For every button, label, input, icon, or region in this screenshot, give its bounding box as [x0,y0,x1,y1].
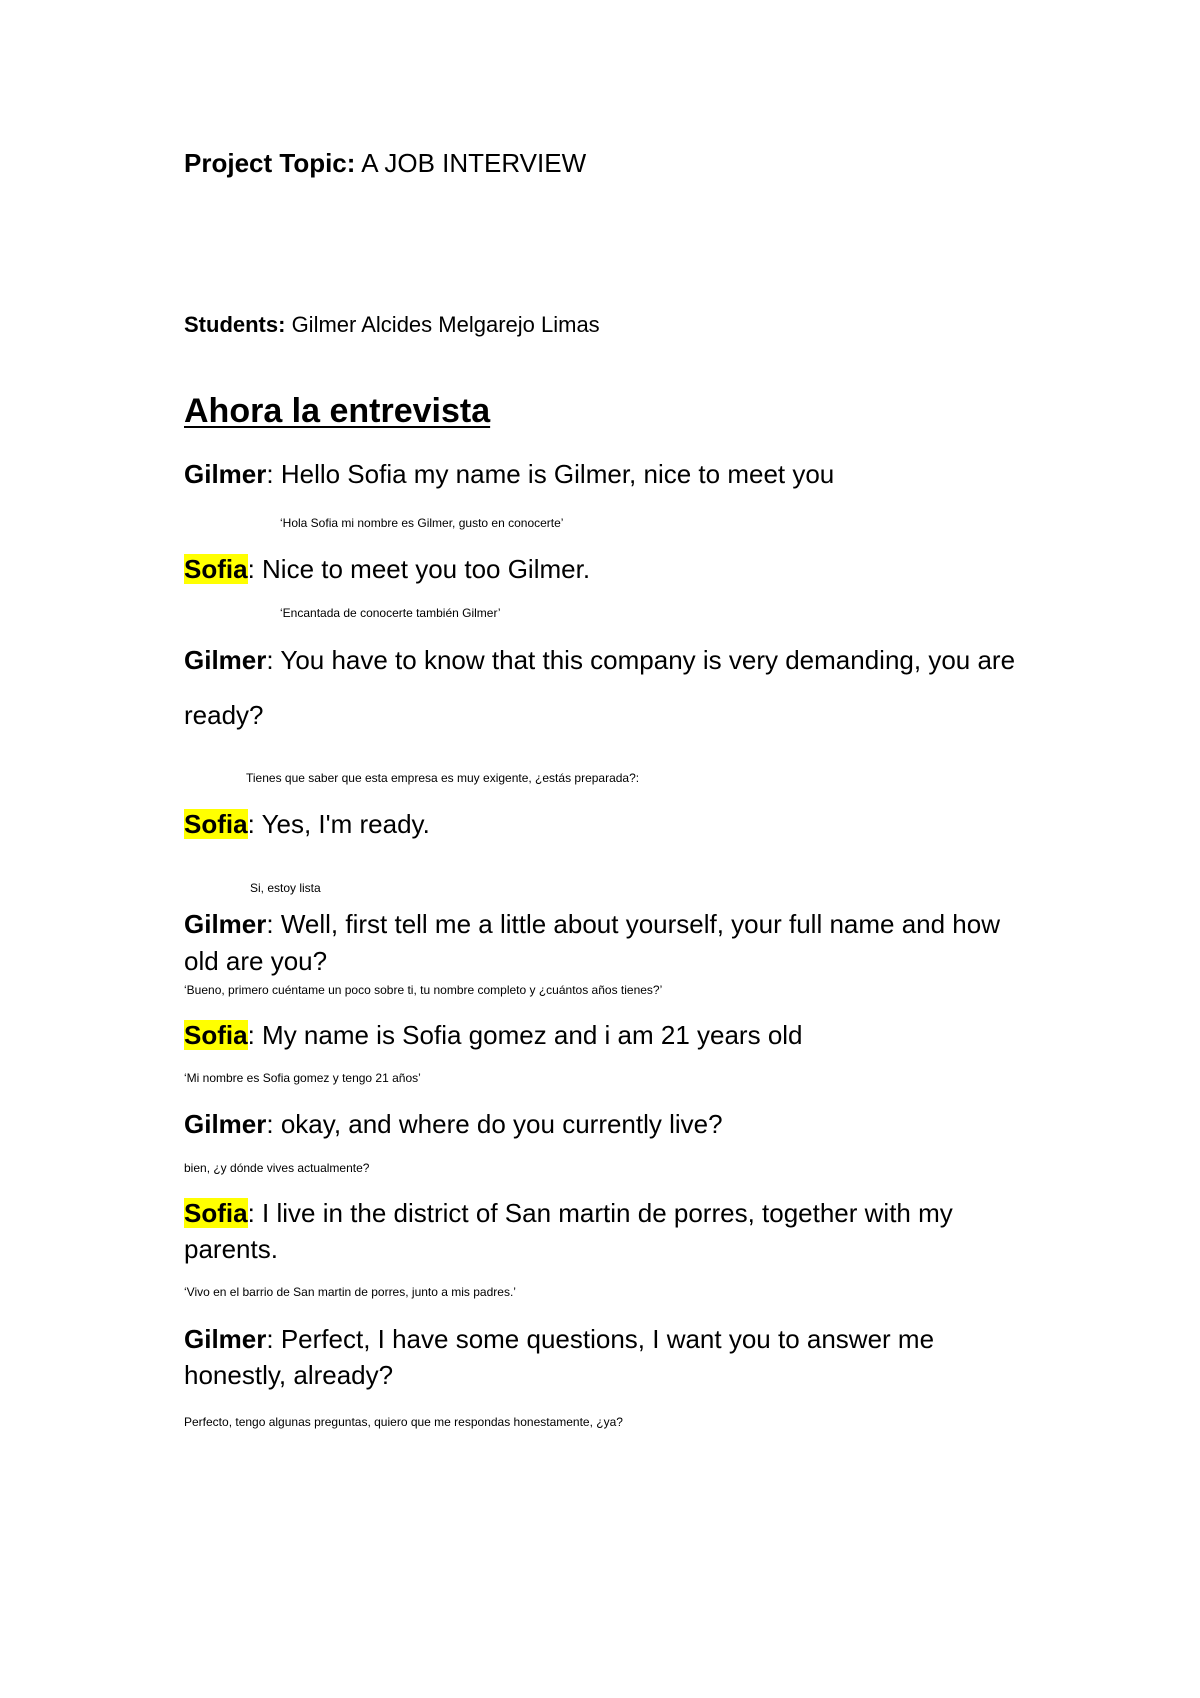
translation: bien, ¿y dónde vives actualmente? [184,1161,370,1175]
dialogue-line: Sofia: I live in the district of San martin de porres, together with my [184,1198,953,1228]
translation: Tienes que saber que esta empresa es muy exigente, ¿estás preparada?: [246,771,640,785]
dialogue-line: Sofia: Yes, I'm ready. [184,809,430,839]
project-topic-line [184,148,586,179]
dialogue-line: Sofia: My name is Sofia gomez and i am 21 years old [184,1020,803,1050]
translation: ‘Encantada de conocerte también Gilmer’ [280,606,501,620]
translation: Perfecto, tengo algunas preguntas, quiero que me respondas honestamente, ¿ya? [184,1415,623,1429]
dialogue-line: Gilmer: Hello Sofia my name is Gilmer, nice to meet you [184,459,835,489]
speaker-name: Sofia [184,1020,248,1050]
students-line [184,312,600,338]
translation: ‘Vivo en el barrio de San martin de porres, junto a mis padres.’ [184,1285,516,1299]
dialogue-text: Perfect, I have some questions, I want you to answer me [280,1324,935,1354]
students-label: Students: [184,312,286,337]
dialogue-line: Gilmer: Perfect, I have some questions, I want you to answer me [184,1324,935,1354]
speaker-name: Gilmer [184,909,267,939]
dialogue-text: Hello Sofia my name is Gilmer, nice to meet you [280,459,835,489]
speaker-name: Sofia [184,554,248,584]
dialogue-text: okay, and where do you currently live? [280,1109,723,1139]
section-heading: Ahora la entrevista [184,392,491,430]
dialogue-text: You have to know that this company is very demanding, you are [280,645,1016,675]
dialogue-text: I live in the district of San martin de porres, together with my [262,1198,953,1228]
dialogue-text-continued: old are you? [184,946,328,976]
translation: ‘Mi nombre es Sofia gomez y tengo 21 años’ [184,1071,421,1085]
speaker-name: Gilmer [184,459,267,489]
project-topic-value: A JOB INTERVIEW [355,148,587,178]
translation: ‘Bueno, primero cuéntame un poco sobre ti, tu nombre completo y ¿cuántos años tienes?’ [184,983,663,997]
speaker-name: Sofia [184,809,248,839]
translation: Si, estoy lista [250,881,321,895]
translation: ‘Hola Sofia mi nombre es Gilmer, gusto en conocerte’ [280,516,564,530]
speaker-name: Sofia [184,1198,248,1228]
speaker-name: Gilmer [184,1109,267,1139]
speaker-name: Gilmer [184,645,267,675]
dialogue-line: Gilmer: You have to know that this company is very demanding, you are [184,645,1016,675]
dialogue-text: My name is Sofia gomez and i am 21 years old [262,1020,803,1050]
dialogue-text-continued: honestly, already? [184,1360,394,1390]
dialogue-line: Gilmer: okay, and where do you currently live? [184,1109,723,1139]
dialogue-line: Sofia: Nice to meet you too Gilmer. [184,554,591,584]
speaker-name: Gilmer [184,1324,267,1354]
dialogue-text: Yes, I'm ready. [261,809,430,839]
dialogue-text: Well, first tell me a little about yourself, your full name and how [280,909,1001,939]
dialogue-text-continued: parents. [184,1234,278,1264]
dialogue-text-continued: ready? [184,700,264,730]
dialogue-line: Gilmer: Well, first tell me a little about yourself, your full name and how [184,909,1001,939]
project-topic-label: Project Topic: [184,148,356,178]
dialogue-text: Nice to meet you too Gilmer. [262,554,591,584]
students-value: Gilmer Alcides Melgarejo Limas [285,312,600,337]
